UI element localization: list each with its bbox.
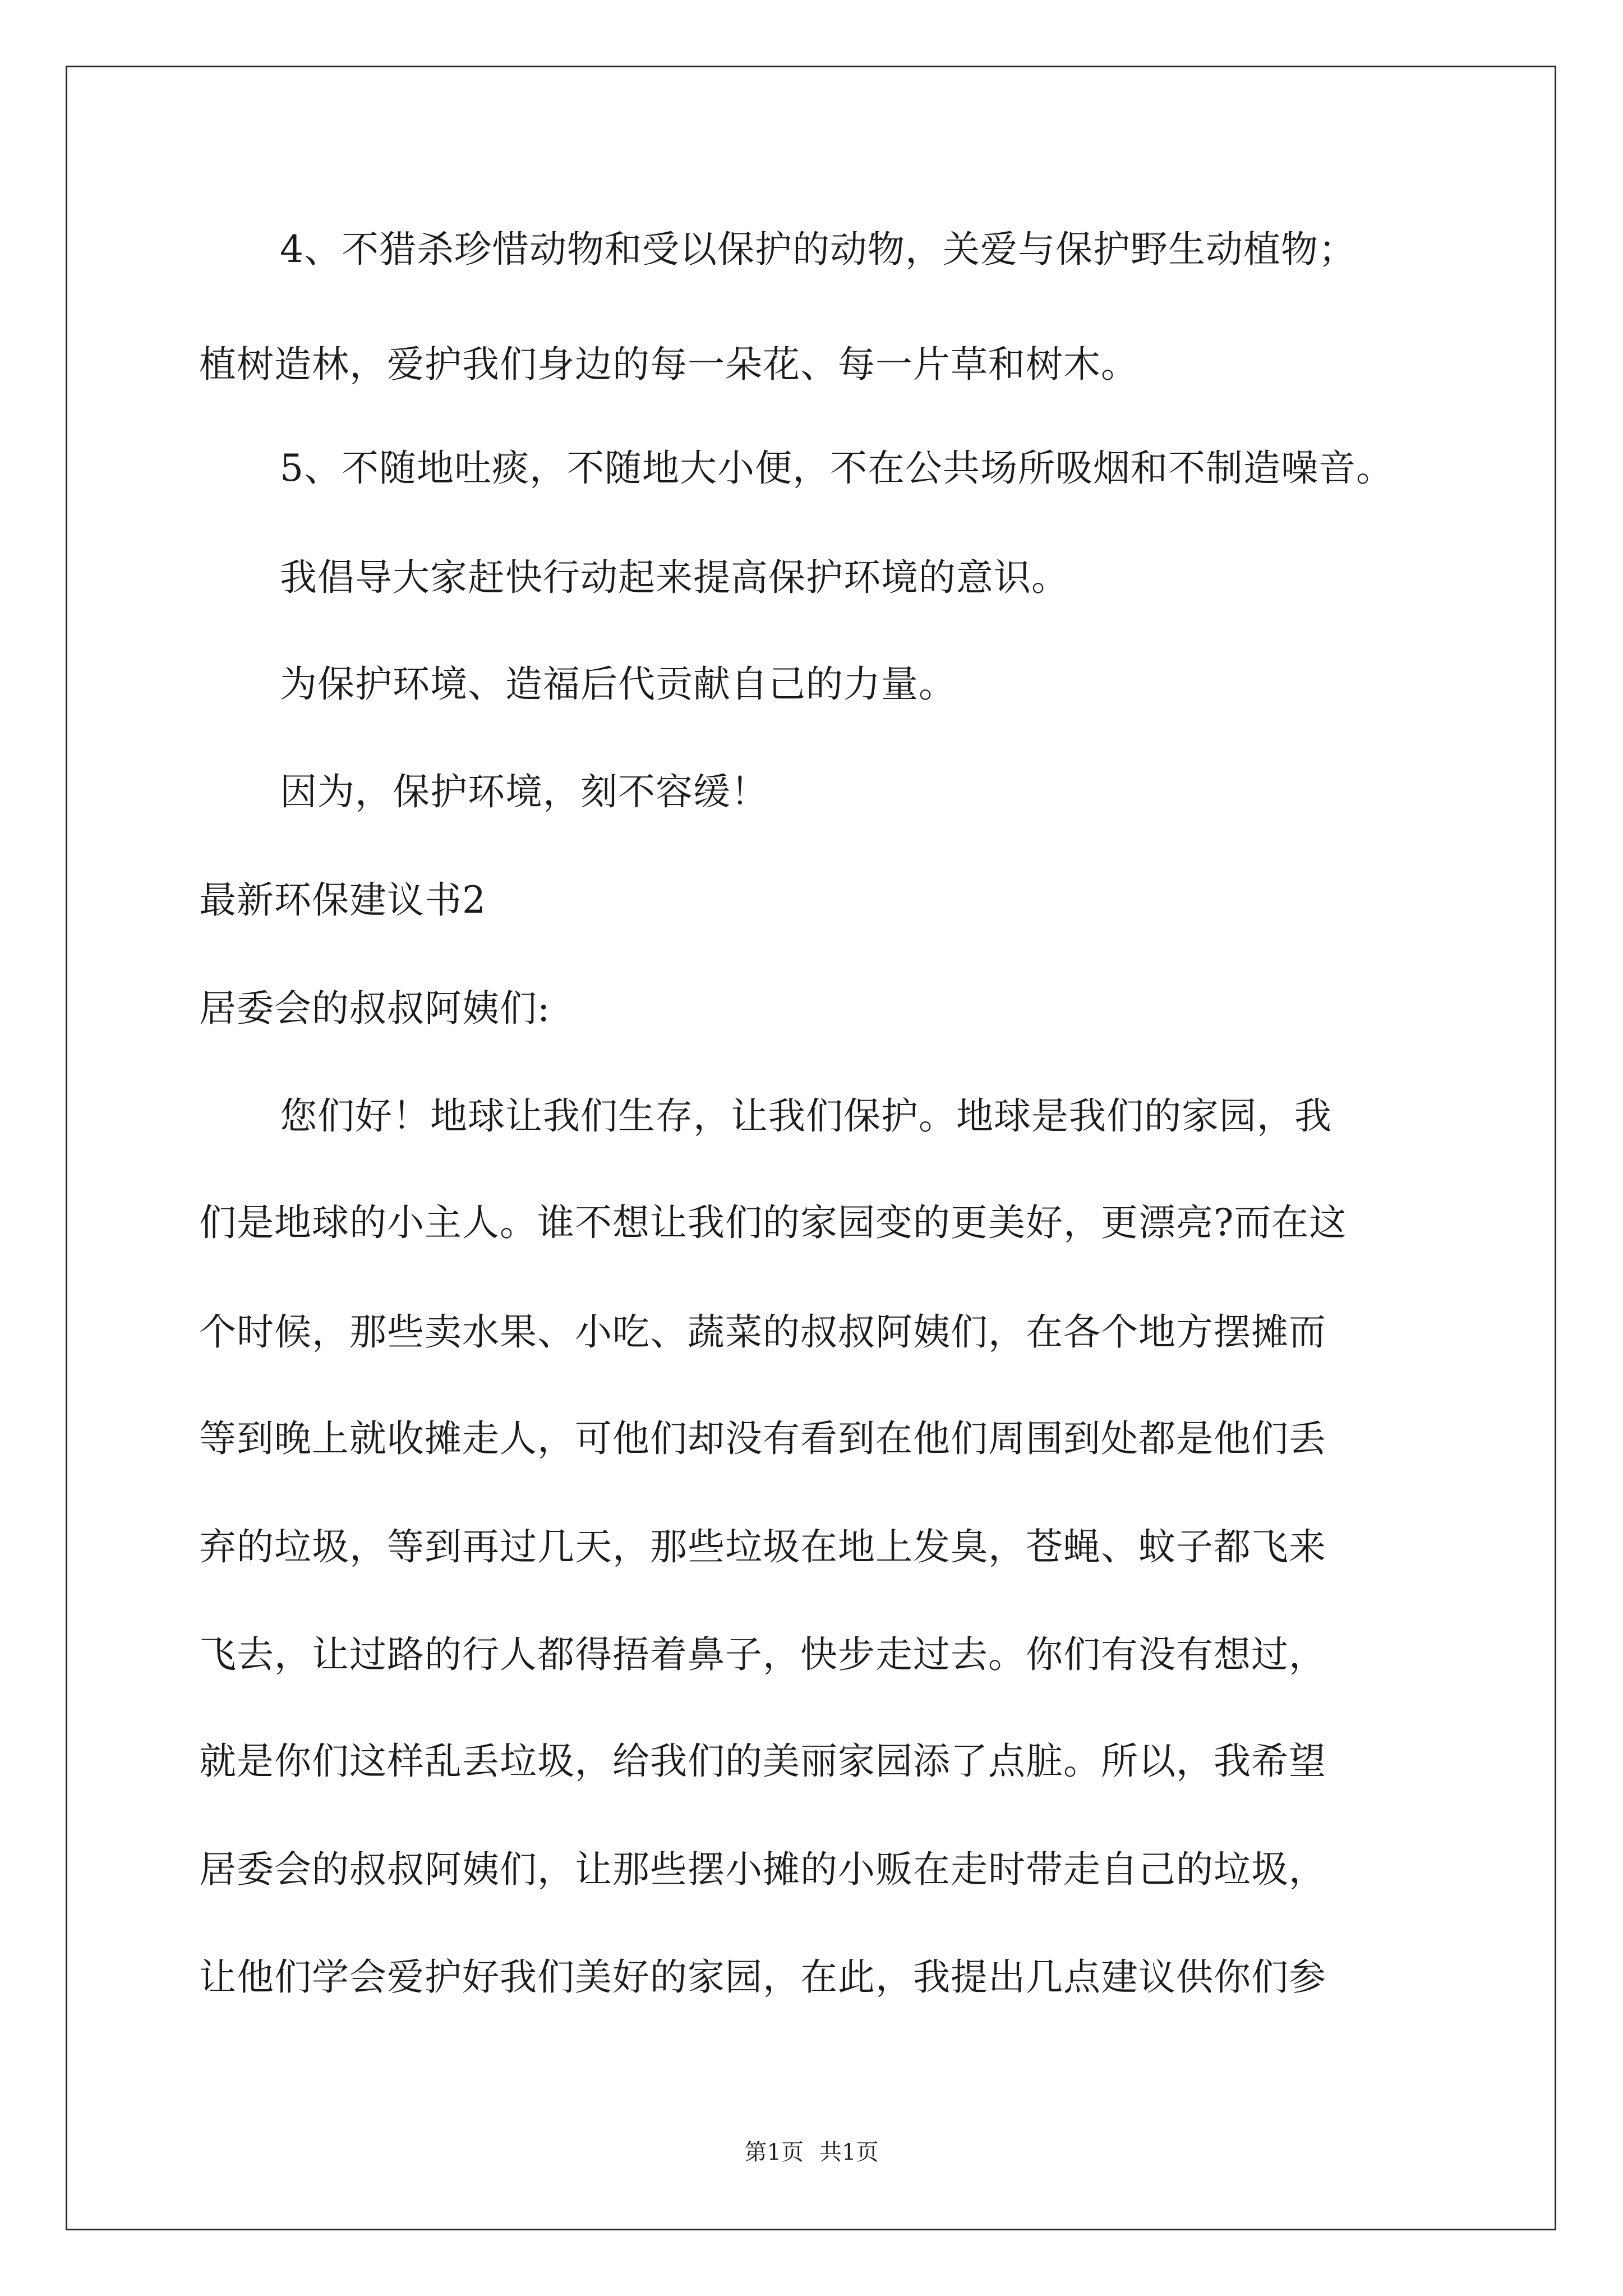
body-line: 飞去，让过路的行人都得捂着鼻子，快步走过去。你们有没有想过， xyxy=(199,1633,1326,1676)
body-line: 植树造林，爱护我们身边的每一朵花、每一片草和树木。 xyxy=(199,343,1138,386)
body-line: 5、不随地吐痰，不随地大小便，不在公共场所吸烟和不制造噪音。 xyxy=(280,447,1394,490)
section-heading: 最新环保建议书2 xyxy=(199,878,486,922)
body-line: 为保护环境、造福后代贡献自己的力量。 xyxy=(280,662,956,706)
body-line: 等到晚上就收摊走人，可他们却没有看到在他们周围到处都是他们丢 xyxy=(199,1417,1326,1460)
page-border xyxy=(66,66,1556,2230)
body-line: 您们好！地球让我们生存，让我们保护。地球是我们的家园，我 xyxy=(280,1094,1332,1138)
body-line: 我倡导大家赶快行动起来提高保护环境的意识。 xyxy=(280,556,1069,599)
page-number: 第1页 xyxy=(744,2139,804,2165)
body-line: 让他们学会爱护好我们美好的家园，在此，我提出几点建议供你们参 xyxy=(199,1955,1326,1999)
body-line: 们是地球的小主人。谁不想让我们的家园变的更美好，更漂亮?而在这 xyxy=(199,1201,1347,1244)
body-line: 就是你们这样乱丢垃圾，给我们的美丽家园添了点脏。所以，我希望 xyxy=(199,1740,1326,1783)
page-total: 共1页 xyxy=(819,2139,879,2165)
body-line: 因为，保护环境，刻不容缓！ xyxy=(280,770,768,813)
salutation: 居委会的叔叔阿姨们: xyxy=(199,987,551,1030)
body-line: 弃的垃圾，等到再过几天，那些垃圾在地上发臭，苍蝇、蚊子都飞来 xyxy=(199,1525,1326,1568)
body-line: 居委会的叔叔阿姨们，让那些摆小摊的小贩在走时带走自己的垃圾， xyxy=(199,1848,1326,1891)
page-footer xyxy=(0,2138,1623,2166)
body-line: 4、不猎杀珍惜动物和受以保护的动物，关爱与保护野生动植物； xyxy=(280,228,1356,271)
body-line: 个时候，那些卖水果、小吃、蔬菜的叔叔阿姨们，在各个地方摆摊而 xyxy=(199,1310,1326,1354)
